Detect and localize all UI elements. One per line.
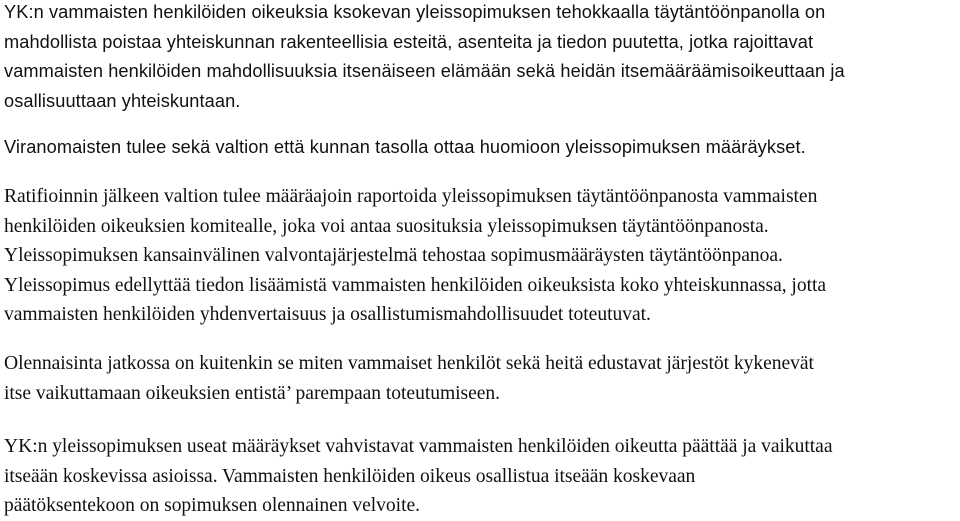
paragraph-authorities: Viranomaisten tulee sekä valtion että kunnan tasolla ottaa huomioon yleissopimuksen määräykset. bbox=[4, 137, 806, 157]
paragraph-ratification: Ratifioinnin jälkeen valtion tulee määräajoin raportoida yleissopimuksen täytäntöönpanosta vammaisten henkilöiden oikeuksien komitealle, joka voi antaa suosituksia yleissopimuksen täytäntöönpanosta. Yleissopimuksen kansainvälinen valvontajärjestelmä tehostaa sopimusmääräysten täytäntöönpanoa. Yleissopimus edellyttää tiedon lisäämistä vammaisten henkilöiden oikeuksista koko yhteiskunnassa, jotta vammaisten henkilöiden yhdenvertaisuus ja osallistumismahdollisuudet toteutuvat. bbox=[4, 186, 826, 325]
paragraph-intro: YK:n vammaisten henkilöiden oikeuksia ksokevan yleissopimuksen tehokkaalla täytäntöönpanolla on mahdollista poistaa yhteiskunnan rakenteellisia esteitä, asenteita ja tiedon puutetta, jotka rajoittavat vammaisten henkilöiden mahdollisuuksia itsenäiseen elämään sekä heidän itsemääräämisoikeuttaan ja osallisuuttaan yhteiskuntaan. bbox=[4, 2, 845, 111]
paragraph-self-determination: YK:n yleissopimuksen useat määräykset vahvistavat vammaisten henkilöiden oikeutta päättää ja vaikuttaa itseään koskevissa asioissa. Vammaisten henkilöiden oikeus osallistua itseään koskevaan päätöksentekoon on sopimuksen olennainen velvoite. bbox=[4, 436, 833, 516]
paragraph-influence: Olennaisinta jatkossa on kuitenkin se miten vammaiset henkilöt sekä heitä edustavat järjestöt kykenevät itse vaikuttamaan oikeuksien entistä’ parempaan toteutumiseen. bbox=[4, 353, 814, 404]
